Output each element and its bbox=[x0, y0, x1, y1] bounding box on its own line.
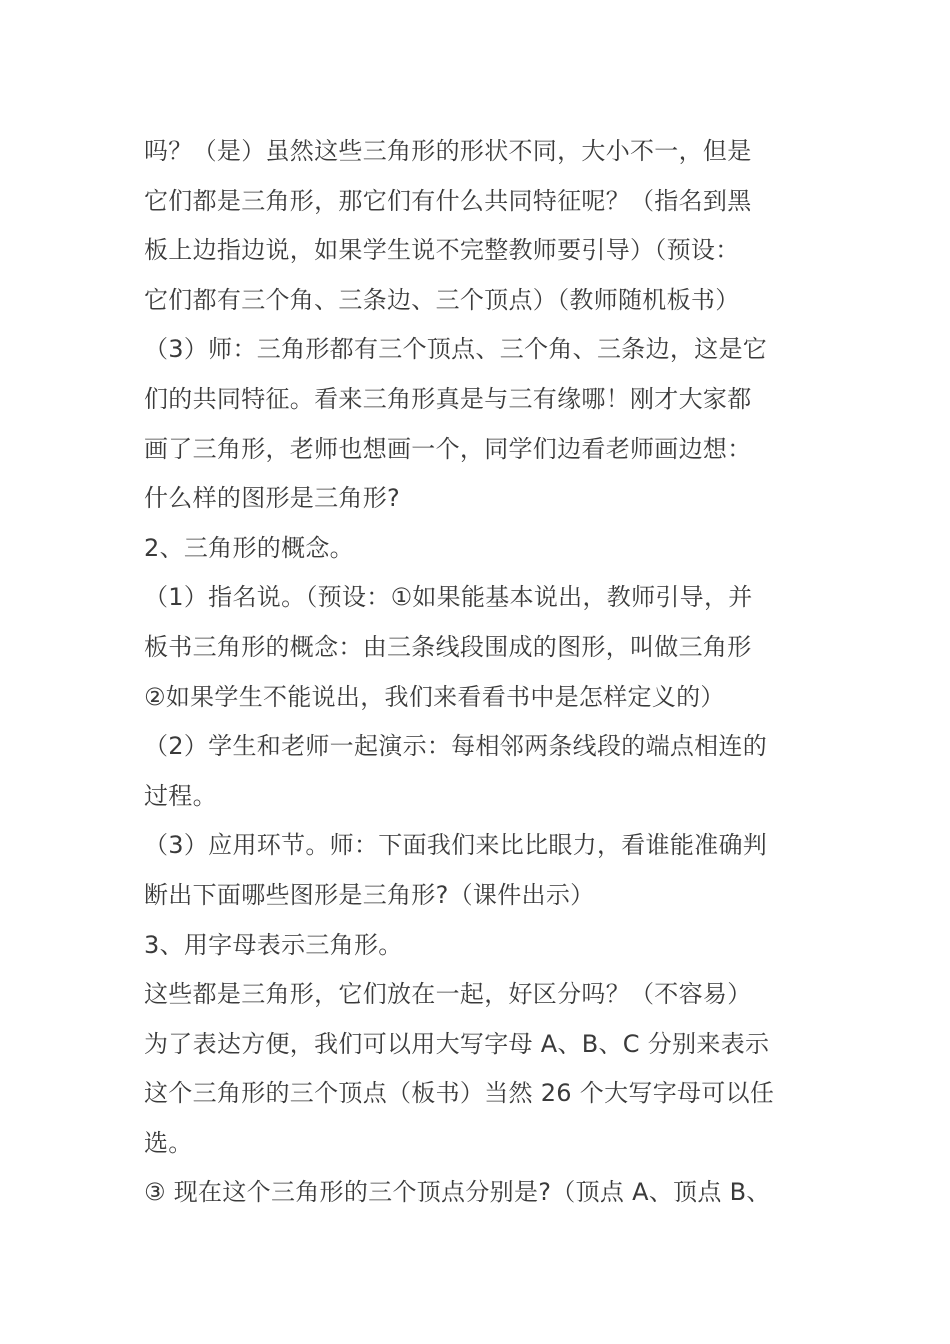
text-line: 吗？（是）虽然这些三角形的形状不同，大小不一，但是 bbox=[144, 137, 752, 165]
text-line: 它们都有三个角、三条边、三个顶点）（教师随机板书） bbox=[144, 285, 740, 314]
text-line: 板上边指边说，如果学生说不完整教师要引导）（预设： bbox=[144, 236, 740, 265]
section-heading: 2、三角形的概念。 bbox=[144, 533, 354, 562]
section-heading: 3、用字母表示三角形。 bbox=[144, 930, 403, 959]
text-line: （1）指名说。（预设：①如果能基本说出，教师引导，并 bbox=[144, 583, 753, 612]
text-line: （3）应用环节。师：下面我们来比比眼力，看谁能准确判 bbox=[144, 831, 768, 860]
text-line: 板书三角形的概念：由三条线段围成的图形，叫做三角形 bbox=[144, 632, 752, 661]
text-line: 们的共同特征。看来三角形真是与三有缘哪！刚才大家都 bbox=[144, 384, 752, 413]
text-line: 画了三角形，老师也想画一个，同学们边看老师画边想： bbox=[144, 434, 752, 463]
text-line: 它们都是三角形，那它们有什么共同特征呢？（指名到黑 bbox=[144, 186, 752, 215]
text-line: 这些都是三角形，它们放在一起，好区分吗？（不容易） bbox=[144, 980, 752, 1009]
text-line: 断出下面哪些图形是三角形?（课件出示） bbox=[144, 880, 595, 909]
document-body bbox=[144, 127, 814, 1218]
text-line: 这个三角形的三个顶点（板书）当然 26 个大写字母可以任 bbox=[144, 1079, 775, 1108]
text-line: 什么样的图形是三角形? bbox=[144, 484, 401, 513]
text-line: ③ 现在这个三角形的三个顶点分别是?（顶点 A、顶点 B、 bbox=[144, 1178, 771, 1207]
text-line: ②如果学生不能说出，我们来看看书中是怎样定义的） bbox=[144, 682, 725, 711]
text-line: （2）学生和老师一起演示：每相邻两条线段的端点相连的 bbox=[144, 732, 768, 761]
text-line: 为了表达方便，我们可以用大写字母 A、B、C 分别来表示 bbox=[144, 1029, 770, 1058]
text-line: 选。 bbox=[144, 1128, 193, 1157]
text-line: （3）师：三角形都有三个顶点、三个角、三条边，这是它 bbox=[144, 335, 768, 364]
text-line: 过程。 bbox=[144, 781, 217, 810]
